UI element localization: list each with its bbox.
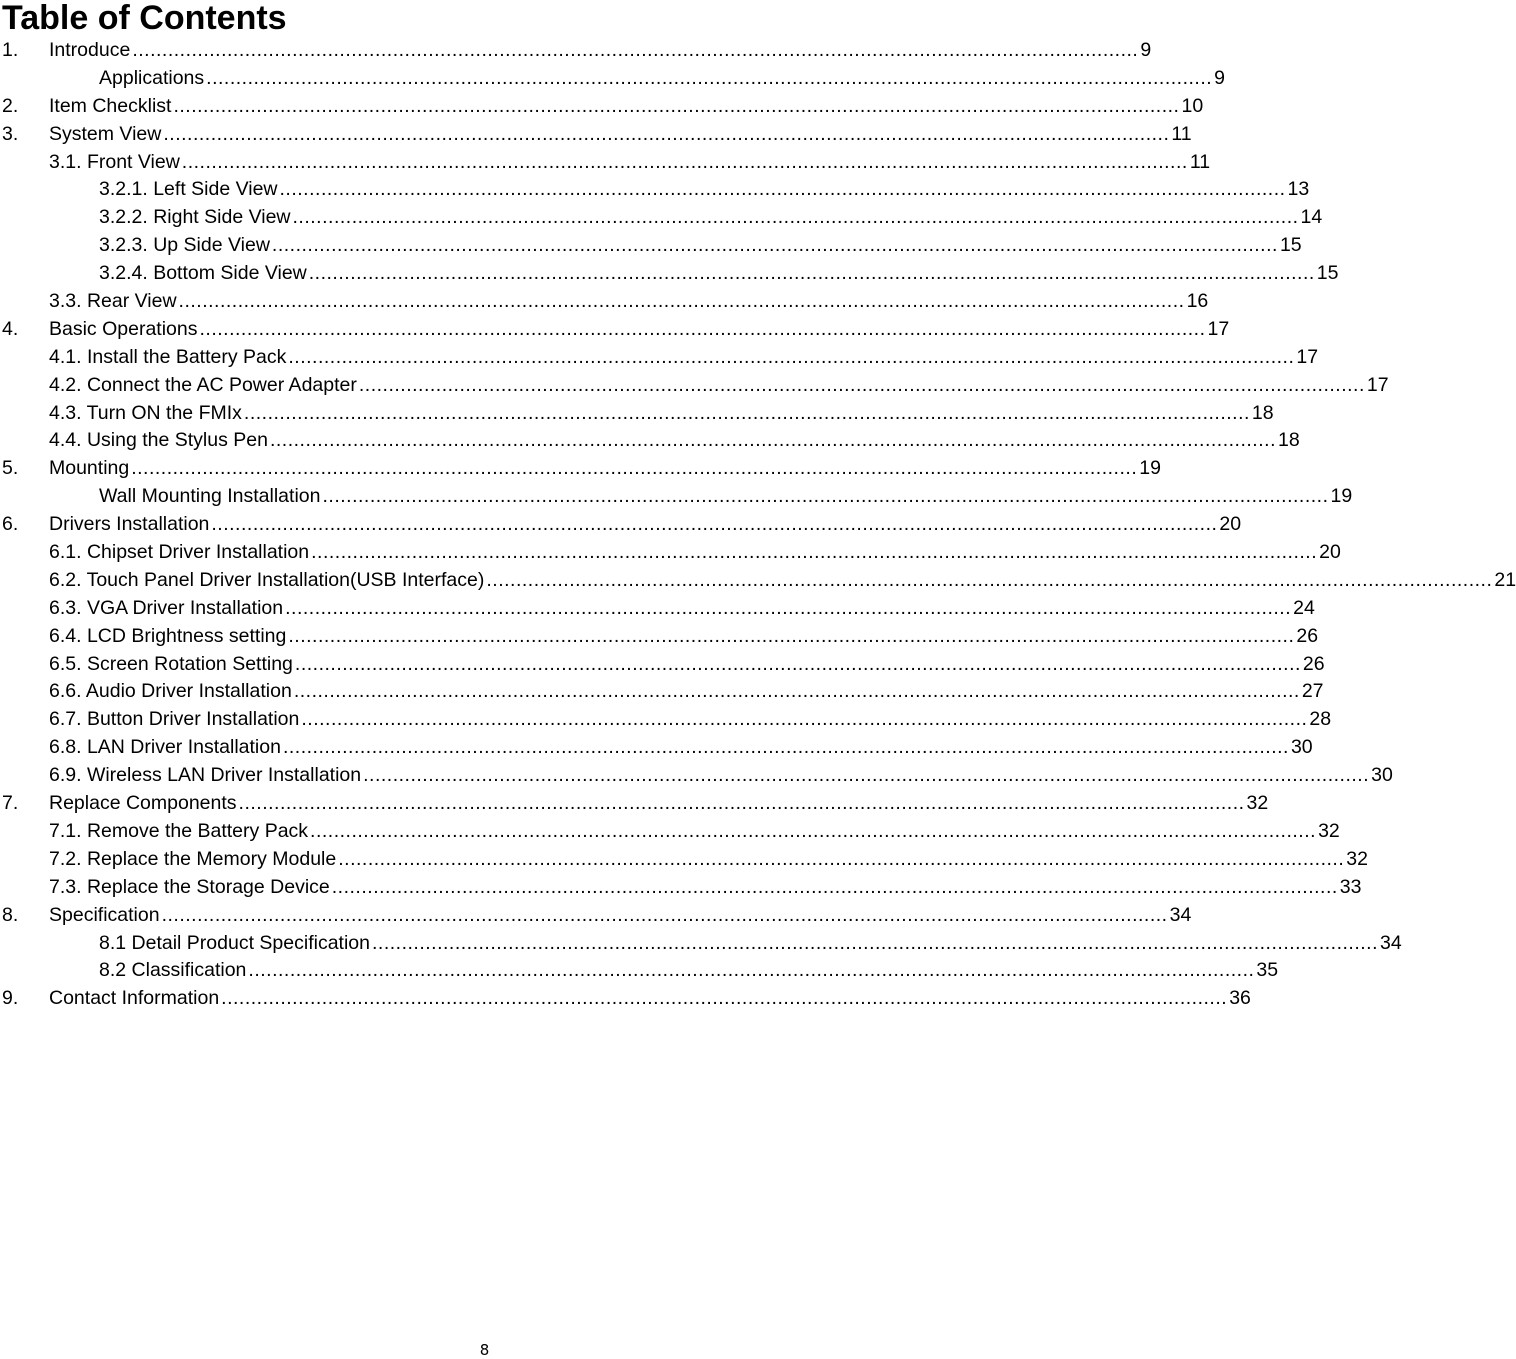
- toc-dot-leader: ..........................................................................................................................................................................: [301, 708, 1308, 731]
- toc-entry[interactable]: [0, 818, 1340, 846]
- toc-entry-title: Mounting: [49, 457, 130, 480]
- toc-entry[interactable]: [0, 427, 1300, 455]
- toc-entry-page: 16: [1186, 290, 1209, 313]
- toc-dot-leader: ..........................................................................................................................................................................: [206, 66, 1213, 89]
- toc-entry[interactable]: [0, 985, 1251, 1013]
- toc-entry-title: 6.1. Chipset Driver Installation: [49, 541, 310, 564]
- toc-entry-line: [49, 678, 1324, 706]
- toc-entry-number: 5.: [2, 457, 19, 480]
- toc-entry-title: 3.2.3. Up Side View: [99, 234, 270, 257]
- toc-entry[interactable]: [0, 260, 1339, 288]
- toc-entry[interactable]: [0, 651, 1325, 679]
- toc-dot-leader: ..........................................................................................................................................................................: [308, 262, 1315, 285]
- toc-dot-leader: ..........................................................................................................................................................................: [293, 680, 1300, 703]
- toc-entry-title: 3.2.4. Bottom Side View: [99, 262, 307, 285]
- toc-dot-leader: ..........................................................................................................................................................................: [486, 568, 1493, 591]
- toc-entry-line: [49, 985, 1251, 1013]
- toc-entry-title: 3.2.1. Left Side View: [99, 178, 278, 201]
- toc-entry-page: 9: [1140, 39, 1152, 61]
- toc-entry[interactable]: [0, 762, 1393, 790]
- toc-entry-page: 15: [1279, 234, 1302, 257]
- toc-entry[interactable]: [0, 790, 1269, 818]
- toc-entry-page: 13: [1287, 178, 1310, 201]
- toc-entry-line: [49, 762, 1393, 790]
- toc-entry-line: [49, 37, 1152, 65]
- toc-entry-title: 4.3. Turn ON the FMIx: [49, 401, 242, 424]
- toc-entry-line: [49, 316, 1230, 344]
- toc-entry-title: 4.4. Using the Stylus Pen: [49, 429, 268, 452]
- toc-entry[interactable]: [0, 204, 1323, 232]
- toc-entry[interactable]: [0, 930, 1402, 958]
- toc-entry[interactable]: [0, 483, 1353, 511]
- toc-entry[interactable]: [0, 37, 1152, 65]
- toc-entry-line: [49, 93, 1204, 121]
- toc-entry[interactable]: [0, 734, 1313, 762]
- toc-entry[interactable]: [0, 288, 1209, 316]
- toc-entry-page: 34: [1169, 903, 1192, 926]
- toc-entry-page: 17: [1207, 317, 1230, 340]
- toc-entry-title: Applications: [99, 66, 205, 89]
- toc-entry-line: [49, 846, 1368, 874]
- toc-entry[interactable]: [0, 511, 1242, 539]
- toc-dot-leader: ..........................................................................................................................................................................: [331, 875, 1338, 898]
- toc-entry-page: 27: [1301, 680, 1324, 703]
- toc-entry[interactable]: [0, 232, 1302, 260]
- toc-entry[interactable]: [0, 874, 1362, 902]
- toc-entry-title: Specification: [49, 903, 160, 926]
- toc-entry-page: 32: [1346, 847, 1368, 870]
- toc-entry-line: [49, 623, 1319, 651]
- toc-entry-page: 26: [1302, 652, 1325, 675]
- page-number: 8: [479, 1341, 490, 1359]
- toc-entry[interactable]: [0, 623, 1319, 651]
- toc-list: [0, 37, 1516, 1013]
- toc-entry-page: 9: [1214, 66, 1226, 89]
- toc-dot-leader: ..........................................................................................................................................................................: [132, 39, 1139, 61]
- toc-entry-number: 7.: [2, 792, 19, 815]
- toc-entry-page: 15: [1316, 262, 1339, 285]
- toc-entry-line: [49, 539, 1341, 567]
- toc-entry-page: 19: [1139, 457, 1161, 480]
- toc-entry-title: 7.3. Replace the Storage Device: [49, 875, 330, 898]
- toc-entry-title: 4.1. Install the Battery Pack: [49, 345, 287, 368]
- toc-dot-leader: ..........................................................................................................................................................................: [181, 150, 1188, 173]
- toc-entry-page: 30: [1371, 764, 1393, 787]
- toc-entry[interactable]: [0, 65, 1226, 93]
- toc-dot-leader: ..........................................................................................................................................................................: [311, 541, 1318, 564]
- toc-entry-line: [99, 176, 1310, 204]
- toc-entry-page: 32: [1246, 792, 1269, 815]
- toc-dot-leader: ..........................................................................................................................................................................: [322, 485, 1329, 508]
- toc-entry-title: 6.7. Button Driver Installation: [49, 708, 300, 731]
- toc-entry-line: [49, 149, 1211, 177]
- toc-entry-page: 32: [1318, 819, 1340, 842]
- toc-entry[interactable]: [0, 902, 1192, 930]
- toc-entry-line: [49, 427, 1300, 455]
- toc-entry-line: [99, 65, 1226, 93]
- toc-dot-leader: ..........................................................................................................................................................................: [221, 987, 1228, 1010]
- toc-entry-number: 3.: [2, 122, 19, 145]
- toc-entry-line: [49, 288, 1209, 316]
- toc-entry[interactable]: [0, 595, 1315, 623]
- toc-entry-title: Drivers Installation: [49, 513, 210, 536]
- toc-dot-leader: ..........................................................................................................................................................................: [248, 959, 1255, 982]
- toc-entry-number: 6.: [2, 513, 19, 536]
- toc-entry-page: 10: [1181, 94, 1204, 117]
- toc-entry-page: 26: [1296, 624, 1319, 647]
- toc-entry-line: [49, 734, 1313, 762]
- toc-entry-line: [49, 121, 1192, 149]
- toc-entry[interactable]: [0, 176, 1310, 204]
- toc-entry[interactable]: [0, 400, 1274, 428]
- toc-entry-page: 18: [1277, 429, 1300, 452]
- toc-dot-leader: ..........................................................................................................................................................................: [288, 624, 1295, 647]
- toc-entry-number: 9.: [2, 987, 19, 1010]
- toc-entry-line: [49, 372, 1389, 400]
- toc-entry-number: 2.: [2, 94, 19, 117]
- toc-dot-leader: ..........................................................................................................................................................................: [294, 652, 1301, 675]
- toc-entry-line: [49, 511, 1242, 539]
- toc-entry-title: 8.1 Detail Product Specification: [99, 931, 370, 954]
- toc-entry-line: [49, 651, 1325, 679]
- toc-entry-line: [99, 260, 1339, 288]
- toc-dot-leader: ..........................................................................................................................................................................: [338, 847, 1345, 870]
- toc-entry-page: 34: [1380, 931, 1402, 954]
- toc-entry-line: [99, 232, 1302, 260]
- toc-entry-page: 19: [1330, 485, 1353, 508]
- toc-dot-leader: ..........................................................................................................................................................................: [288, 345, 1295, 368]
- toc-entry-line: [99, 204, 1323, 232]
- toc-entry-title: 6.6. Audio Driver Installation: [49, 680, 292, 703]
- toc-dot-leader: ..........................................................................................................................................................................: [161, 903, 1168, 926]
- toc-dot-leader: ..........................................................................................................................................................................: [238, 792, 1245, 815]
- toc-entry-title: Wall Mounting Installation: [99, 485, 321, 508]
- toc-entry-page: 35: [1256, 959, 1279, 982]
- toc-dot-leader: ..........................................................................................................................................................................: [371, 931, 1378, 954]
- toc-entry-title: 6.8. LAN Driver Installation: [49, 736, 281, 759]
- toc-dot-leader: ..........................................................................................................................................................................: [269, 429, 1276, 452]
- toc-entry[interactable]: [0, 344, 1319, 372]
- toc-entry-page: 20: [1319, 541, 1341, 564]
- toc-entry-title: 3.3. Rear View: [49, 290, 177, 313]
- toc-dot-leader: ..........................................................................................................................................................................: [243, 401, 1250, 424]
- toc-dot-leader: ..........................................................................................................................................................................: [271, 234, 1278, 257]
- toc-entry-line: [49, 874, 1362, 902]
- toc-entry-line: [99, 957, 1279, 985]
- toc-dot-leader: ..........................................................................................................................................................................: [358, 373, 1365, 396]
- toc-dot-leader: ..........................................................................................................................................................................: [131, 457, 1138, 480]
- toc-entry-title: 6.4. LCD Brightness setting: [49, 624, 287, 647]
- toc-dot-leader: ..........................................................................................................................................................................: [178, 290, 1185, 313]
- toc-entry[interactable]: [0, 706, 1332, 734]
- toc-entry-title: 6.5. Screen Rotation Setting: [49, 652, 293, 675]
- toc-dot-leader: ..........................................................................................................................................................................: [199, 317, 1206, 340]
- toc-entry-line: [49, 902, 1192, 930]
- toc-entry-title: 8.2 Classification: [99, 959, 247, 982]
- toc-entry-line: [49, 818, 1340, 846]
- toc-heading: Table of Contents: [2, 0, 287, 37]
- toc-entry[interactable]: [0, 455, 1161, 483]
- toc-dot-leader: ..........................................................................................................................................................................: [279, 178, 1286, 201]
- toc-entry-line: [49, 706, 1332, 734]
- toc-entry-title: Replace Components: [49, 792, 237, 815]
- toc-entry-line: [49, 344, 1319, 372]
- toc-entry[interactable]: [0, 149, 1211, 177]
- toc-entry-title: 4.2. Connect the AC Power Adapter: [49, 373, 357, 396]
- toc-entry-line: [49, 455, 1161, 483]
- toc-entry-page: 17: [1366, 373, 1389, 396]
- toc-entry-line: [49, 567, 1516, 595]
- toc-entry-page: 20: [1219, 513, 1242, 536]
- toc-entry[interactable]: [0, 678, 1324, 706]
- toc-entry-line: [49, 400, 1274, 428]
- toc-entry-title: Item Checklist: [49, 94, 172, 117]
- toc-entry-number: 8.: [2, 903, 19, 926]
- toc-dot-leader: ..........................................................................................................................................................................: [285, 596, 1292, 619]
- toc-entry-line: [49, 790, 1269, 818]
- toc-entry-title: Basic Operations: [49, 317, 198, 340]
- toc-entry-page: 33: [1339, 875, 1362, 898]
- toc-entry-title: Contact Information: [49, 987, 220, 1010]
- toc-entry-page: 28: [1309, 708, 1332, 731]
- toc-dot-leader: ..........................................................................................................................................................................: [310, 819, 1317, 842]
- toc-entry[interactable]: [0, 372, 1389, 400]
- toc-entry-title: 3.2.2. Right Side View: [99, 206, 291, 229]
- toc-dot-leader: ..........................................................................................................................................................................: [282, 736, 1289, 759]
- toc-dot-leader: ..........................................................................................................................................................................: [163, 122, 1170, 145]
- toc-entry[interactable]: [0, 846, 1368, 874]
- toc-entry[interactable]: [0, 567, 1516, 595]
- toc-entry-page: 21: [1494, 568, 1516, 591]
- toc-entry-title: 7.2. Replace the Memory Module: [49, 847, 337, 870]
- toc-entry-number: 1.: [2, 39, 19, 61]
- toc-dot-leader: ..........................................................................................................................................................................: [292, 206, 1299, 229]
- toc-entry[interactable]: [0, 316, 1230, 344]
- toc-entry-page: 30: [1290, 736, 1313, 759]
- toc-entry-number: 4.: [2, 317, 19, 340]
- toc-entry-title: 6.3. VGA Driver Installation: [49, 596, 284, 619]
- toc-entry-page: 11: [1189, 150, 1211, 173]
- toc-entry-line: [99, 930, 1402, 958]
- toc-entry[interactable]: [0, 121, 1192, 149]
- toc-entry-title: System View: [49, 122, 162, 145]
- toc-entry-title: 3.1. Front View: [49, 150, 180, 173]
- toc-entry-page: 18: [1251, 401, 1274, 424]
- toc-entry-page: 14: [1300, 206, 1323, 229]
- toc-entry-title: 6.2. Touch Panel Driver Installation(USB Interface): [49, 568, 485, 591]
- toc-entry-page: 24: [1293, 596, 1315, 619]
- toc-entry[interactable]: [0, 93, 1204, 121]
- toc-dot-leader: ..........................................................................................................................................................................: [363, 764, 1370, 787]
- toc-dot-leader: ..........................................................................................................................................................................: [211, 513, 1218, 536]
- toc-entry-line: [99, 483, 1353, 511]
- toc-entry-page: 36: [1229, 987, 1251, 1010]
- toc-entry-page: 11: [1171, 122, 1192, 145]
- toc-entry-line: [49, 595, 1315, 623]
- toc-entry-title: 6.9. Wireless LAN Driver Installation: [49, 764, 362, 787]
- toc-entry-title: Introduce: [49, 39, 131, 61]
- toc-entry-title: 7.1. Remove the Battery Pack: [49, 819, 309, 842]
- toc-dot-leader: ..........................................................................................................................................................................: [173, 94, 1180, 117]
- toc-entry-page: 17: [1296, 345, 1319, 368]
- toc-entry[interactable]: [0, 957, 1279, 985]
- toc-entry[interactable]: [0, 539, 1341, 567]
